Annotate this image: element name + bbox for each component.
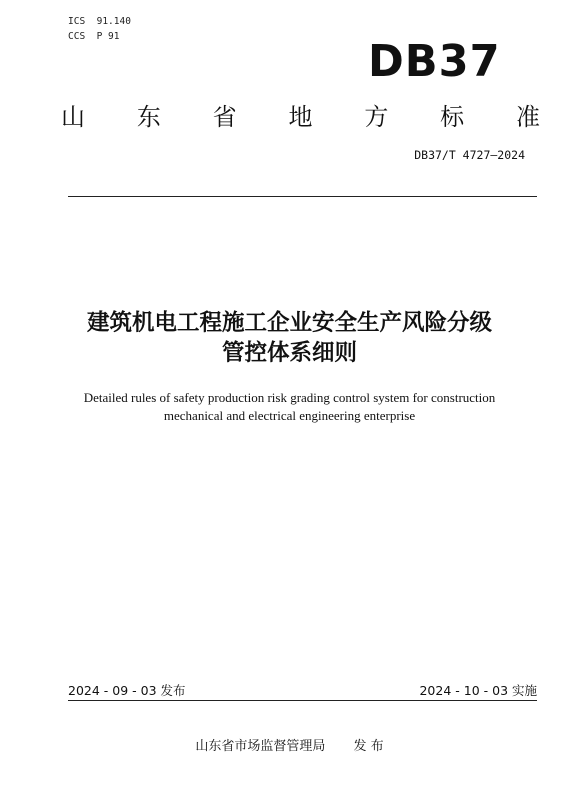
standard-number: DB37/T 4727—2024 [414, 148, 525, 162]
english-title [40, 389, 539, 425]
standard-type-char: 方 [364, 103, 389, 131]
chinese-title [40, 308, 539, 368]
chinese-title-line-1: 建筑机电工程施工企业安全生产风险分级 [86, 310, 492, 336]
standard-type-char: 省 [212, 103, 237, 131]
ics-code: ICS 91.140 [68, 16, 131, 27]
ccs-code: CCS P 91 [68, 31, 120, 42]
db37-logo: DB37 [368, 36, 501, 87]
english-title-line-2: mechanical and electrical engineering enterprise [163, 408, 416, 423]
standard-type-heading [60, 102, 541, 132]
english-title-line-1: Detailed rules of safety production risk grading control system for construction [83, 390, 496, 405]
standard-type-char: 标 [440, 103, 465, 131]
issuer-action: 发 布 [353, 739, 384, 754]
footer-divider [68, 700, 537, 701]
standard-type-char: 山 [61, 103, 85, 131]
standard-type-char: 地 [288, 103, 313, 131]
implementation-date: 2024 - 10 - 03 实施 [419, 683, 537, 698]
issue-date: 2024 - 09 - 03 发布 [68, 683, 186, 698]
issuing-authority [0, 738, 579, 756]
classification-codes [68, 14, 131, 44]
standard-type-char: 东 [136, 103, 161, 131]
chinese-title-line-2: 管控体系细则 [221, 340, 357, 366]
header-divider [68, 196, 537, 197]
issuer-name: 山东省市场监督管理局 [195, 739, 326, 754]
standard-type-char: 准 [515, 103, 540, 131]
